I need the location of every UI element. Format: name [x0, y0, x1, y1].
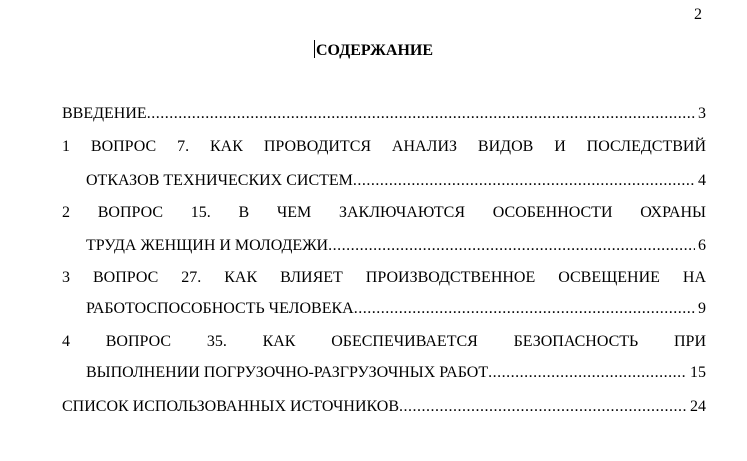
toc-title: СОДЕРЖАНИЕ: [315, 42, 434, 59]
toc-entry-4[interactable]: [86, 363, 706, 383]
toc-entry-1[interactable]: [86, 171, 706, 191]
dot-leader: [328, 236, 695, 256]
dot-leader: [147, 104, 695, 124]
toc-page-number: 6: [698, 237, 706, 254]
toc-page-number: 24: [690, 398, 706, 415]
toc-entry-text: СПИСОК ИСПОЛЬЗОВАННЫХ ИСТОЧНИКОВ: [62, 398, 400, 415]
toc-entry-introduction[interactable]: [62, 104, 706, 124]
toc-entry-4-line1[interactable]: 4 ВОПРОС 35. КАК ОБЕСПЕЧИВАЕТСЯ БЕЗОПАСНОСТЬ ПРИ: [62, 333, 706, 350]
dot-leader: [353, 171, 695, 191]
toc-entry-2-line1[interactable]: 2 ВОПРОС 15. В ЧЕМ ЗАКЛЮЧАЮТСЯ ОСОБЕННОСТИ ОХРАНЫ: [62, 204, 706, 221]
toc-entry-text: ТРУДА ЖЕНЩИН И МОЛОДЕЖИ: [86, 237, 329, 254]
toc-entry-text: ВВЕДЕНИЕ: [62, 105, 147, 122]
toc-entry-1-line1[interactable]: 1 ВОПРОС 7. КАК ПРОВОДИТСЯ АНАЛИЗ ВИДОВ И ПОСЛЕДСТВИЙ: [62, 138, 706, 155]
dot-leader: [354, 299, 695, 319]
toc-entry-text: РАБОТОСПОСОБНОСТЬ ЧЕЛОВЕКА: [86, 300, 354, 317]
toc-entry-3-line1[interactable]: 3 ВОПРОС 27. КАК ВЛИЯЕТ ПРОИЗВОДСТВЕННОЕ ОСВЕЩЕНИЕ НА: [62, 269, 706, 286]
toc-entry-references[interactable]: [62, 397, 706, 417]
toc-page-number: 15: [690, 364, 706, 381]
dot-leader: [399, 397, 687, 417]
toc-page-number: 3: [698, 105, 706, 122]
toc-heading[interactable]: [0, 40, 747, 60]
dot-leader: [488, 363, 687, 383]
toc-page-number: 9: [698, 300, 706, 317]
toc-page-number: 4: [698, 172, 706, 189]
toc-entry-3[interactable]: [86, 299, 706, 319]
text-cursor: [314, 40, 315, 58]
toc-entry-2[interactable]: [86, 236, 706, 256]
toc-entry-text: ОТКАЗОВ ТЕХНИЧЕСКИХ СИСТЕМ: [86, 172, 353, 189]
page-number: 2: [694, 6, 702, 23]
toc-entry-text: ВЫПОЛНЕНИИ ПОГРУЗОЧНО-РАЗГРУЗОЧНЫХ РАБОТ: [86, 364, 489, 381]
